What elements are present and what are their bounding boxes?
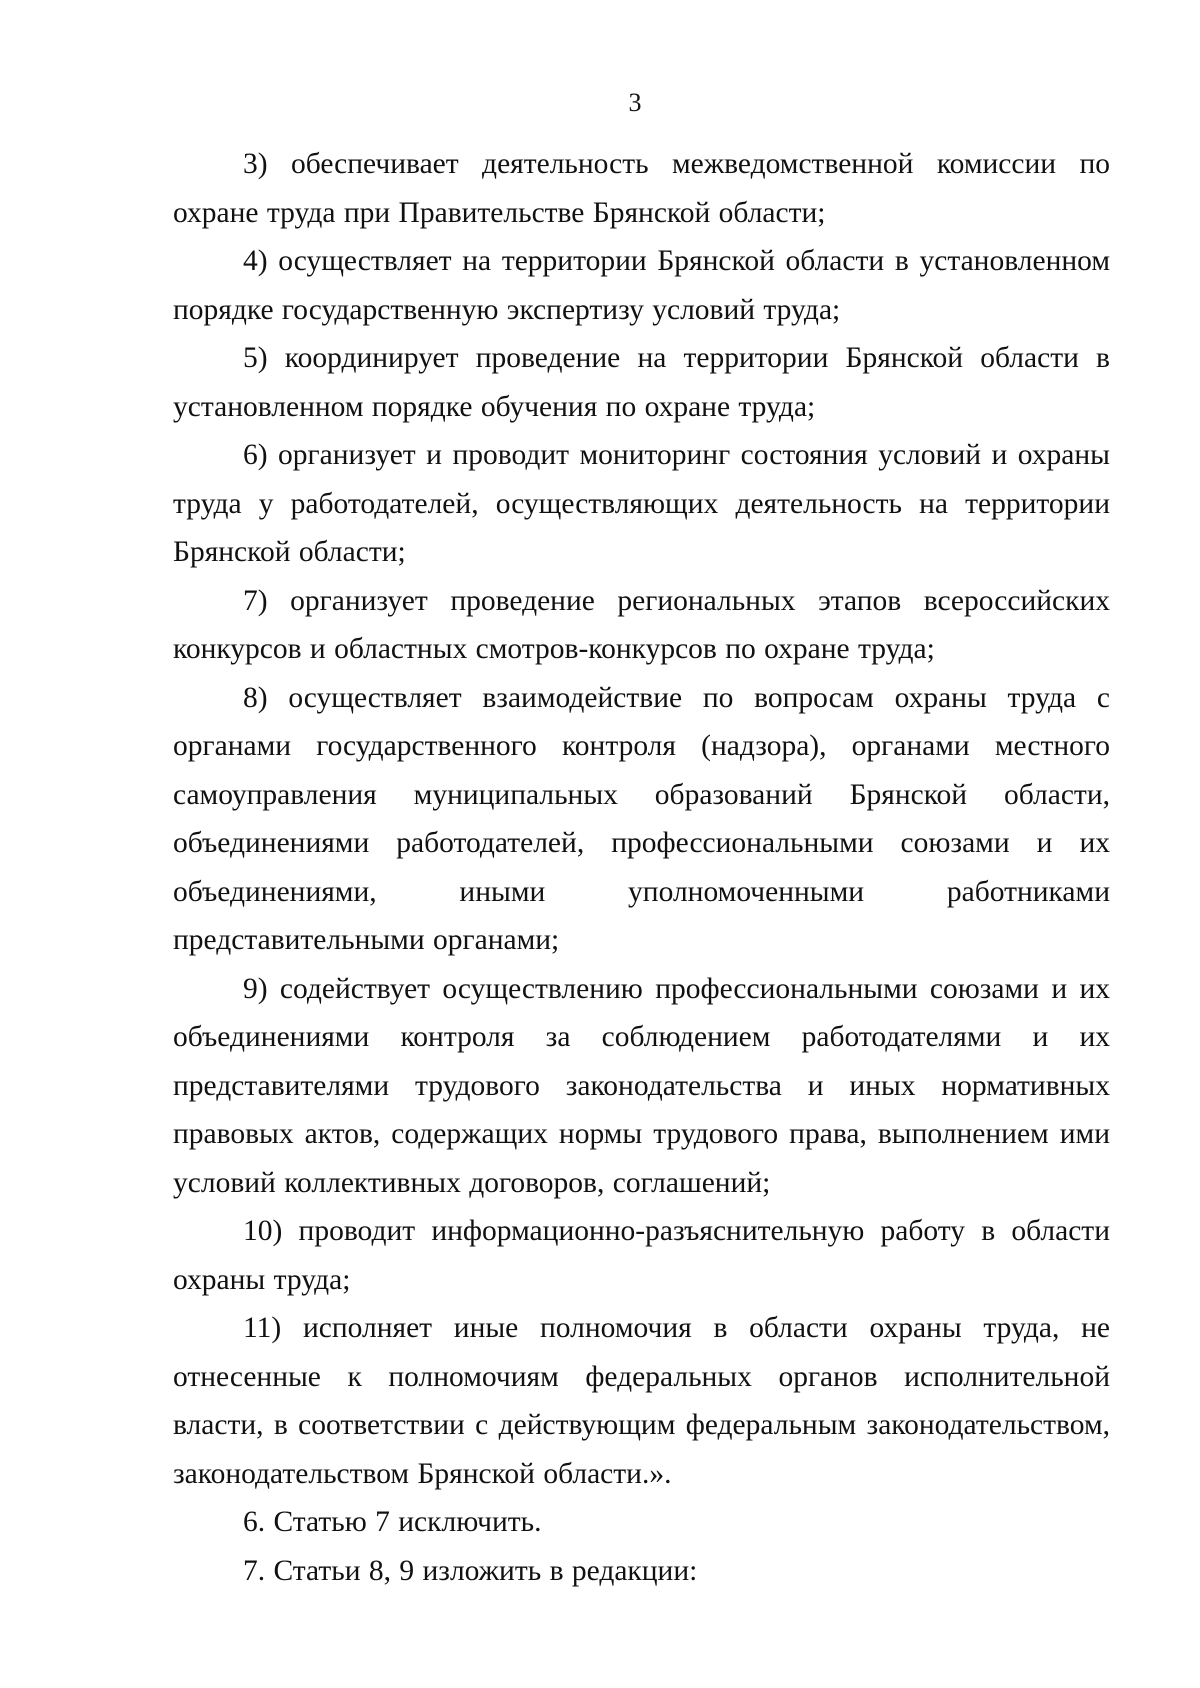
paragraph-section-7: 7. Статьи 8, 9 изложить в редакции:: [243, 1554, 698, 1587]
paragraph-item-4: 4) осуществляет на территории Брянской области в установленном порядке государственную экспертизу условий труда;: [173, 245, 1110, 326]
paragraph-item-6: 6) организует и проводит мониторинг состояния условий и охраны труда у работодателей, осуществляющих деятельность на территории Брянской области;: [173, 439, 1110, 568]
paragraph-item-7: 7) организует проведение региональных этапов всероссийских конкурсов и областных смотров-конкурсов по охране труда;: [173, 584, 1110, 665]
paragraph-item-5: 5) координирует проведение на территории Брянской области в установленном порядке обучения по охране труда;: [173, 342, 1110, 423]
paragraph-item-8: 8) осуществляет взаимодействие по вопросам охраны труда с органами государственного контроля (надзора), органами местного самоуправления муниципальных образований Брянской области, объединениями работодателей, профессиональными союзами и их объединениями, иными уполномоченными работниками представительными органами;: [173, 681, 1110, 956]
page-number: 3: [628, 88, 642, 117]
paragraph-item-11: 11) исполняет иные полномочия в области охраны труда, не отнесенные к полномочиям федеральных органов исполнительной власти, в соответствии с действующим федеральным законодательством, законодательством Брянской области.».: [173, 1312, 1110, 1490]
paragraph-section-6: 6. Статью 7 исключить.: [243, 1506, 542, 1538]
document-body: [173, 140, 1110, 1595]
paragraph-item-9: 9) содействует осуществлению профессиональными союзами и их объединениями контроля за соблюдением работодателями и их представителями трудового законодательства и иных нормативных правовых актов, содержащих нормы трудового права, выполнением ими условий коллективных договоров, соглашений;: [173, 972, 1110, 1199]
paragraph-item-3: 3) обеспечивает деятельность межведомственной комиссии по охране труда при Правительстве Брянской области;: [173, 148, 1110, 229]
paragraph-item-10: 10) проводит информационно-разъяснительную работу в области охраны труда;: [173, 1215, 1110, 1296]
